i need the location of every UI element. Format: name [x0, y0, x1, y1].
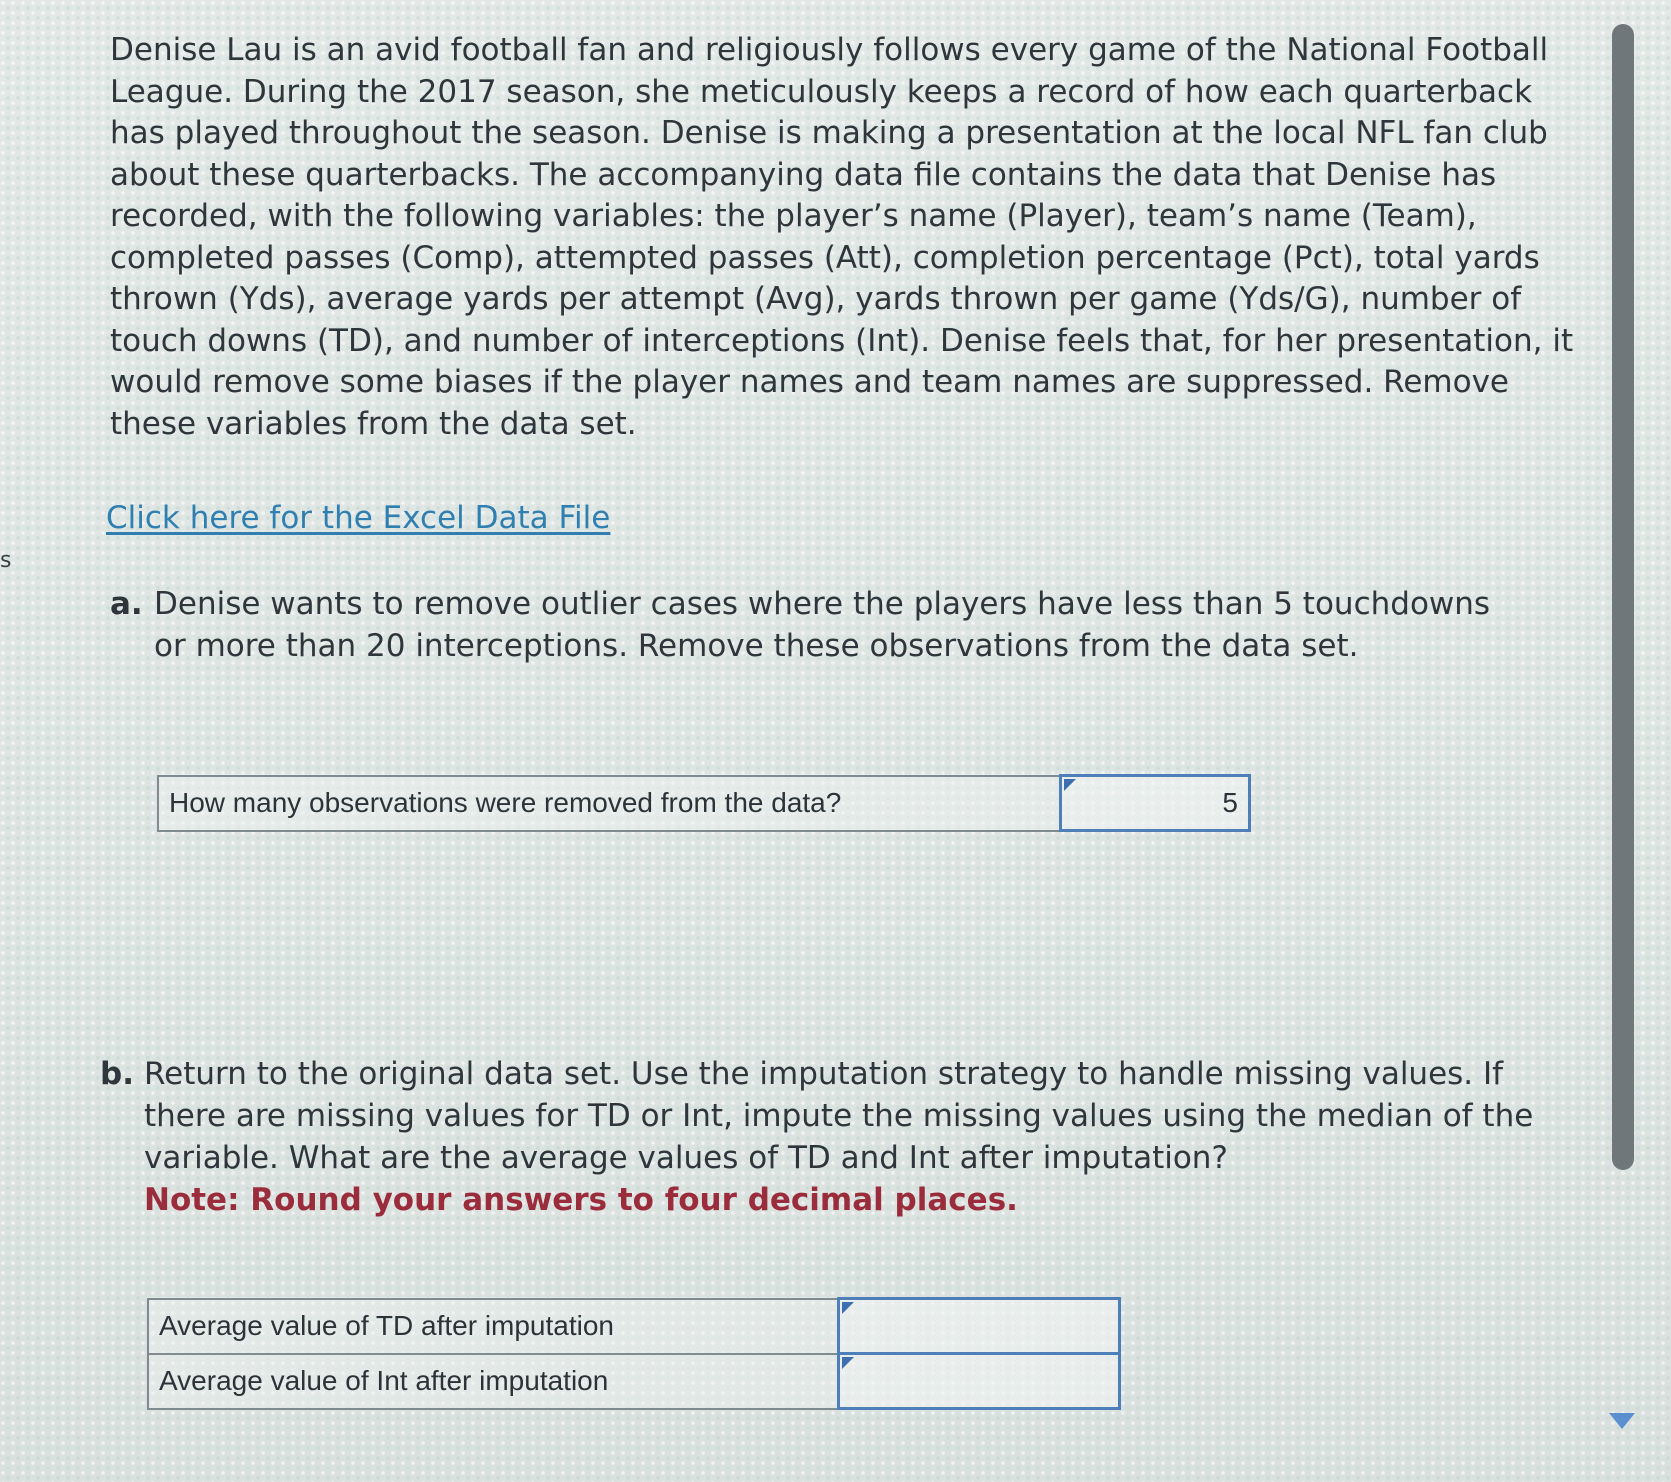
- part-a-marker: a.: [110, 586, 143, 622]
- part-b-text: Return to the original data set. Use the imputation strategy to handle missing values. If there are missing values for TD or Int, impute the missing values using the median of the variable. What are the average values of TD and Int after imputation?: [144, 1056, 1534, 1176]
- part-a-prompt: [110, 583, 1530, 667]
- part-a-text: Denise wants to remove outlier cases where the players have less than 5 touchdowns or more than 20 interceptions. Remove these observations from the data set.: [154, 586, 1491, 664]
- avg-td-label: Average value of TD after imputation: [148, 1299, 839, 1354]
- rounding-note: Note: Round your answers to four decimal places.: [144, 1182, 1018, 1218]
- removed-observations-label: How many observations were removed from the data?: [158, 776, 1061, 831]
- vertical-scrollbar[interactable]: [1612, 24, 1634, 1170]
- part-b-prompt: [100, 1053, 1580, 1221]
- part-b-marker: b.: [100, 1056, 134, 1092]
- table-row: [148, 1354, 1120, 1409]
- problem-intro: Denise Lau is an avid football fan and religiously follows every game of the National Football League. During the 2017 season, she meticulously keeps a record of how each quarterback has played throughout the season. Denise is making a presentation at the local NFL fan club about these quarterbacks. The accompanying data file contains the data that Denise has recorded, with the following variables: the player’s name (Player), team’s name (Team), completed passes (Comp), attempted passes (Att), completion percentage (Pct), total yards thrown (Yds), average yards per attempt (Avg), yards thrown per game (Yds/G), number of touch downs (TD), and number of interceptions (Int). Denise feels that, for her presentation, it would remove some biases if the player names and team names are suppressed. Remove these variables from the data set.: [110, 32, 1574, 442]
- table-row: [158, 776, 1250, 831]
- avg-int-label: Average value of Int after imputation: [148, 1354, 839, 1409]
- part-a-answer-table: [157, 774, 1251, 832]
- removed-observations-input[interactable]: 5: [1061, 776, 1250, 831]
- table-row: [148, 1299, 1120, 1354]
- part-b-body: [100, 1053, 1580, 1221]
- scroll-down-icon[interactable]: [1609, 1413, 1635, 1429]
- part-b-answer-table: [147, 1297, 1121, 1410]
- cropped-text-fragment: s: [0, 548, 12, 573]
- excel-data-file-link[interactable]: Click here for the Excel Data File: [106, 500, 611, 536]
- avg-td-input[interactable]: [839, 1299, 1120, 1354]
- avg-int-input[interactable]: [839, 1354, 1120, 1409]
